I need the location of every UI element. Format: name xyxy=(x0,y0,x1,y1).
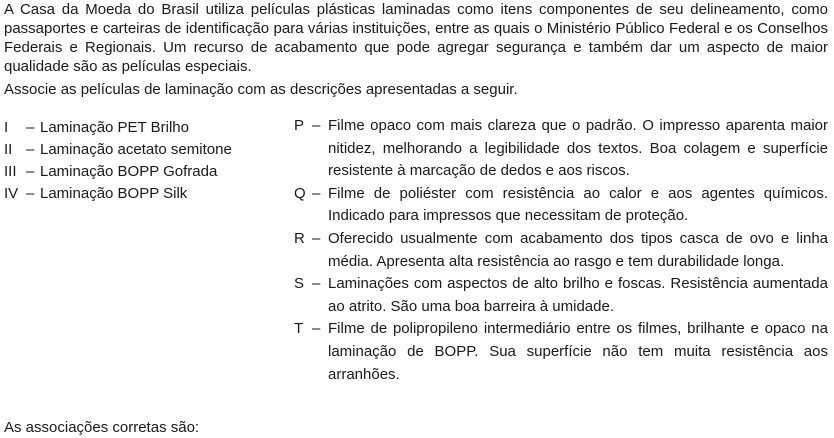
description-letter: Q xyxy=(294,184,306,202)
film-number: IV xyxy=(4,185,19,202)
description-item xyxy=(294,115,828,183)
intro-paragraph: A Casa da Moeda do Brasil utiliza películas plásticas laminadas como itens componentes de seu delineamento, como passaportes e carteiras de identificação para várias instituições, entre as quais o Ministério Público Federal e os Conselhos Federais e Regionais. Um recurso de acabamento que pode agregar segurança e também dar um aspecto de maior qualidade são as películas especiais. xyxy=(4,1,828,75)
film-list xyxy=(4,117,284,205)
footer-text: As associações corretas são: xyxy=(4,419,200,436)
film-label: Laminação BOPP Silk xyxy=(40,185,188,202)
description-item xyxy=(294,318,828,386)
instruction-text: Associe as películas de laminação com as descrições apresentadas a seguir. xyxy=(4,81,518,98)
film-number: I xyxy=(4,119,9,136)
description-text: Laminações com aspectos de alto brilho e foscas. Resistência aumentada ao atrito. São uma boa barreira à umidade. xyxy=(328,275,828,315)
film-number: III xyxy=(4,163,17,180)
film-label: Laminação BOPP Gofrada xyxy=(40,163,218,180)
dash: – xyxy=(312,117,321,134)
description-text: Oferecido usualmente com acabamento dos tipos casca de ovo e linha média. Apresenta alta resistência ao rasgo e tem durabilidade longa. xyxy=(328,229,828,270)
description-text: Filme opaco com mais clareza que o padrão. O impresso aparenta maior nitidez, melhorando a legibilidade dos textos. Boa colagem e superfície resistente à marcação de dedos e aos riscos. xyxy=(328,117,828,180)
description-letter: P xyxy=(294,117,305,134)
dash: – xyxy=(312,229,321,247)
film-item xyxy=(4,117,284,139)
dash: – xyxy=(26,141,35,158)
dash: – xyxy=(312,320,321,338)
dash: – xyxy=(26,185,35,202)
description-item xyxy=(294,273,828,318)
description-letter: S xyxy=(294,275,305,293)
description-letter: R xyxy=(294,229,305,247)
dash: – xyxy=(312,275,321,293)
film-item xyxy=(4,161,284,183)
description-text: Filme de poliéster com resistência ao calor e aos agentes químicos. Indicado para impressos que necessitam de proteção. xyxy=(328,184,828,225)
film-label: Laminação PET Brilho xyxy=(40,119,189,136)
dash: – xyxy=(26,163,35,180)
film-item xyxy=(4,139,284,161)
film-number: II xyxy=(4,141,13,158)
description-list xyxy=(294,115,828,386)
film-label: Laminação acetato semitone xyxy=(40,141,232,158)
dash: – xyxy=(312,184,321,202)
description-text: Filme de polipropileno intermediário entre os filmes, brilhante e opaco na laminação de BOPP. Sua superfície não tem muita resistência aos arranhões. xyxy=(328,320,828,383)
dash: – xyxy=(26,119,35,136)
film-item xyxy=(4,183,284,205)
description-letter: T xyxy=(294,320,304,338)
description-item xyxy=(294,183,828,228)
description-item xyxy=(294,228,828,273)
